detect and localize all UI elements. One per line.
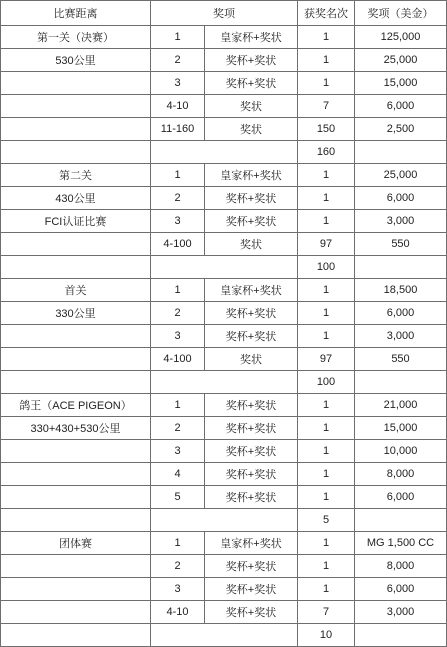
distance-cell <box>1 95 151 118</box>
prize-cell: 6,000 <box>355 302 447 325</box>
prize-cell: 125,000 <box>355 26 447 49</box>
header-award: 奖项 <box>151 1 298 26</box>
rank-cell: 1 <box>151 26 205 49</box>
award-cell: 皇家杯+奖状 <box>205 279 298 302</box>
distance-cell: 团体赛 <box>1 532 151 555</box>
distance-cell: FCI认证比赛 <box>1 210 151 233</box>
table-row <box>1 118 447 141</box>
subtotal-blank-amount-cell <box>355 256 447 279</box>
table-row <box>1 210 447 233</box>
subtotal-blank-cell <box>1 624 151 647</box>
distance-cell <box>1 348 151 371</box>
table-row <box>1 95 447 118</box>
subtotal-blank-amount-cell <box>355 509 447 532</box>
winners-cell: 1 <box>298 486 355 509</box>
distance-cell <box>1 118 151 141</box>
prize-cell: 3,000 <box>355 325 447 348</box>
distance-cell: 530公里 <box>1 49 151 72</box>
winners-cell: 7 <box>298 95 355 118</box>
prize-cell: 10,000 <box>355 440 447 463</box>
winners-cell: 1 <box>298 302 355 325</box>
table-row <box>1 325 447 348</box>
award-cell: 奖杯+奖状 <box>205 555 298 578</box>
table-row <box>1 164 447 187</box>
award-cell: 奖杯+奖状 <box>205 72 298 95</box>
header-winners: 获奖名次 <box>298 1 355 26</box>
rank-cell: 3 <box>151 210 205 233</box>
subtotal-row <box>1 509 447 532</box>
subtotal-count-cell: 5 <box>298 509 355 532</box>
subtotal-blank-cell <box>1 141 151 164</box>
table-row <box>1 532 447 555</box>
subtotal-blank-award-cell <box>151 141 298 164</box>
subtotal-blank-cell <box>1 371 151 394</box>
winners-cell: 1 <box>298 187 355 210</box>
rank-cell: 1 <box>151 532 205 555</box>
subtotal-blank-amount-cell <box>355 371 447 394</box>
table-row <box>1 417 447 440</box>
prize-cell: MG 1,500 CC <box>355 532 447 555</box>
rank-cell: 1 <box>151 394 205 417</box>
award-cell: 奖杯+奖状 <box>205 486 298 509</box>
winners-cell: 1 <box>298 532 355 555</box>
table-row <box>1 72 447 95</box>
header-prize-usd: 奖项（美金） <box>355 1 447 26</box>
prize-cell: 6,000 <box>355 95 447 118</box>
rank-cell: 4-100 <box>151 348 205 371</box>
award-cell: 皇家杯+奖状 <box>205 26 298 49</box>
table-body <box>1 1 447 647</box>
rank-cell: 3 <box>151 325 205 348</box>
winners-cell: 150 <box>298 118 355 141</box>
distance-cell <box>1 601 151 624</box>
prize-cell: 8,000 <box>355 555 447 578</box>
prize-cell: 25,000 <box>355 49 447 72</box>
rank-cell: 5 <box>151 486 205 509</box>
table-row <box>1 463 447 486</box>
winners-cell: 1 <box>298 440 355 463</box>
subtotal-blank-award-cell <box>151 371 298 394</box>
award-cell: 奖杯+奖状 <box>205 601 298 624</box>
award-cell: 奖状 <box>205 233 298 256</box>
rank-cell: 4-100 <box>151 233 205 256</box>
table-row <box>1 578 447 601</box>
table-row <box>1 440 447 463</box>
rank-cell: 1 <box>151 279 205 302</box>
table-row <box>1 233 447 256</box>
prize-cell: 550 <box>355 348 447 371</box>
prize-cell: 3,000 <box>355 601 447 624</box>
table-row <box>1 279 447 302</box>
award-cell: 奖杯+奖状 <box>205 417 298 440</box>
prize-cell: 25,000 <box>355 164 447 187</box>
winners-cell: 1 <box>298 417 355 440</box>
winners-cell: 1 <box>298 578 355 601</box>
table-row <box>1 49 447 72</box>
prize-cell: 6,000 <box>355 187 447 210</box>
rank-cell: 3 <box>151 578 205 601</box>
prize-cell: 21,000 <box>355 394 447 417</box>
distance-cell: 第一关（决赛） <box>1 26 151 49</box>
distance-cell <box>1 440 151 463</box>
table-row <box>1 187 447 210</box>
distance-cell <box>1 486 151 509</box>
header-row <box>1 1 447 26</box>
subtotal-blank-award-cell <box>151 256 298 279</box>
award-cell: 皇家杯+奖状 <box>205 164 298 187</box>
distance-cell: 430公里 <box>1 187 151 210</box>
table-row <box>1 348 447 371</box>
subtotal-blank-amount-cell <box>355 141 447 164</box>
winners-cell: 1 <box>298 26 355 49</box>
prize-cell: 6,000 <box>355 578 447 601</box>
distance-cell <box>1 233 151 256</box>
award-cell: 奖杯+奖状 <box>205 578 298 601</box>
distance-cell <box>1 72 151 95</box>
award-cell: 奖状 <box>205 348 298 371</box>
winners-cell: 1 <box>298 463 355 486</box>
award-cell: 奖杯+奖状 <box>205 325 298 348</box>
rank-cell: 2 <box>151 49 205 72</box>
winners-cell: 1 <box>298 394 355 417</box>
award-cell: 奖杯+奖状 <box>205 302 298 325</box>
table-row <box>1 394 447 417</box>
subtotal-blank-amount-cell <box>355 624 447 647</box>
distance-cell: 鸽王（ACE PIGEON） <box>1 394 151 417</box>
award-cell: 奖状 <box>205 118 298 141</box>
award-cell: 奖杯+奖状 <box>205 49 298 72</box>
prize-cell: 550 <box>355 233 447 256</box>
rank-cell: 4-10 <box>151 601 205 624</box>
winners-cell: 1 <box>298 164 355 187</box>
subtotal-blank-award-cell <box>151 624 298 647</box>
award-cell: 奖杯+奖状 <box>205 187 298 210</box>
subtotal-blank-award-cell <box>151 509 298 532</box>
prize-cell: 15,000 <box>355 417 447 440</box>
distance-cell <box>1 325 151 348</box>
rank-cell: 3 <box>151 72 205 95</box>
winners-cell: 97 <box>298 348 355 371</box>
rank-cell: 2 <box>151 187 205 210</box>
subtotal-row <box>1 371 447 394</box>
subtotal-count-cell: 10 <box>298 624 355 647</box>
prize-cell: 18,500 <box>355 279 447 302</box>
subtotal-count-cell: 100 <box>298 371 355 394</box>
distance-cell: 首关 <box>1 279 151 302</box>
table-row <box>1 486 447 509</box>
distance-cell <box>1 463 151 486</box>
subtotal-count-cell: 100 <box>298 256 355 279</box>
prize-cell: 15,000 <box>355 72 447 95</box>
rank-cell: 4-10 <box>151 95 205 118</box>
header-distance: 比赛距离 <box>1 1 151 26</box>
table-row <box>1 601 447 624</box>
prize-cell: 8,000 <box>355 463 447 486</box>
rank-cell: 1 <box>151 164 205 187</box>
award-cell: 奖杯+奖状 <box>205 394 298 417</box>
table-row <box>1 302 447 325</box>
subtotal-blank-cell <box>1 256 151 279</box>
subtotal-row <box>1 141 447 164</box>
winners-cell: 1 <box>298 325 355 348</box>
winners-cell: 1 <box>298 555 355 578</box>
winners-cell: 1 <box>298 49 355 72</box>
subtotal-row <box>1 256 447 279</box>
award-cell: 奖杯+奖状 <box>205 440 298 463</box>
award-cell: 奖杯+奖状 <box>205 210 298 233</box>
award-cell: 奖状 <box>205 95 298 118</box>
rank-cell: 4 <box>151 463 205 486</box>
distance-cell: 330公里 <box>1 302 151 325</box>
prize-cell: 6,000 <box>355 486 447 509</box>
distance-cell: 330+430+530公里 <box>1 417 151 440</box>
winners-cell: 7 <box>298 601 355 624</box>
winners-cell: 1 <box>298 279 355 302</box>
winners-cell: 1 <box>298 72 355 95</box>
table-row <box>1 555 447 578</box>
subtotal-count-cell: 160 <box>298 141 355 164</box>
rank-cell: 2 <box>151 417 205 440</box>
winners-cell: 97 <box>298 233 355 256</box>
rank-cell: 3 <box>151 440 205 463</box>
rank-cell: 2 <box>151 555 205 578</box>
award-cell: 皇家杯+奖状 <box>205 532 298 555</box>
distance-cell <box>1 578 151 601</box>
prize-cell: 3,000 <box>355 210 447 233</box>
prize-cell: 2,500 <box>355 118 447 141</box>
distance-cell <box>1 555 151 578</box>
winners-cell: 1 <box>298 210 355 233</box>
rank-cell: 11-160 <box>151 118 205 141</box>
award-cell: 奖杯+奖状 <box>205 463 298 486</box>
subtotal-blank-cell <box>1 509 151 532</box>
distance-cell: 第二关 <box>1 164 151 187</box>
rank-cell: 2 <box>151 302 205 325</box>
table-row <box>1 26 447 49</box>
subtotal-row <box>1 624 447 647</box>
